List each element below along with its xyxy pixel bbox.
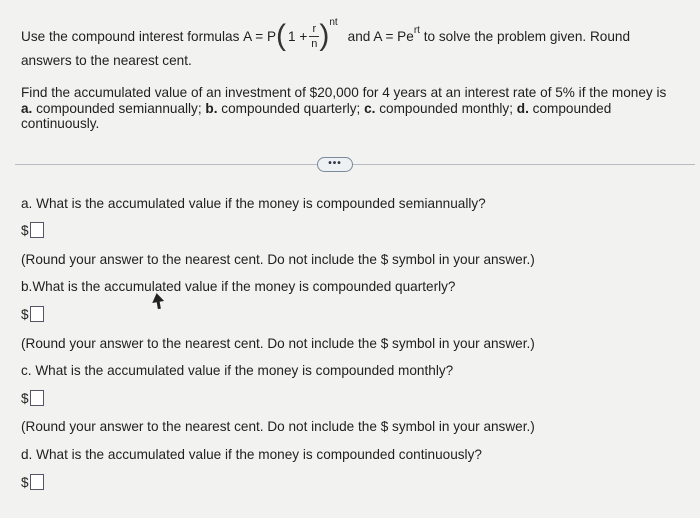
formula-1-lhs: A = P (243, 28, 277, 44)
currency-symbol: $ (21, 390, 29, 406)
currency-symbol: $ (21, 474, 29, 490)
problem-line-3: continuously. (21, 116, 100, 131)
problem-line-1: Find the accumulated value of an investment of $20,000 for 4 years at an interest rate of 5% if the money is (21, 85, 667, 100)
problem-line-2 (21, 100, 611, 117)
formula-1-denominator: n (311, 37, 318, 50)
instructions-intro: Use the compound interest formulas (21, 28, 240, 44)
answer-input-c[interactable] (30, 390, 44, 406)
part-b-text: compounded quarterly; (221, 101, 361, 116)
formula-1-exponent: nt (329, 16, 338, 28)
question-a-prompt: a. What is the accumulated value if the money is compounded semiannually? (21, 196, 486, 211)
part-a-label: a. (21, 101, 33, 116)
answer-input-a[interactable] (30, 222, 44, 238)
currency-symbol: $ (21, 306, 29, 322)
formula-2-exponent: rt (413, 24, 420, 36)
formula-1-left-paren: ( (276, 19, 287, 52)
part-c-text: compounded monthly; (379, 101, 513, 116)
part-d-label: d. (516, 101, 529, 116)
formula-2: and A = Pe (347, 28, 414, 44)
formula-1-fraction (309, 23, 319, 50)
mouse-cursor-icon (152, 293, 164, 309)
fraction-bar (309, 36, 319, 37)
instructions-line-1 (21, 18, 630, 54)
formula-1-right-paren: ) (319, 19, 330, 52)
answer-row-c (21, 390, 44, 406)
part-b-label: b. (205, 101, 218, 116)
question-c-hint: (Round your answer to the nearest cent. Do not include the $ symbol in your answer.) (21, 419, 535, 434)
formula-1-numerator: r (312, 22, 317, 35)
part-d-text: compounded (532, 101, 612, 116)
instructions-outro: to solve the problem given. Round (423, 28, 631, 44)
currency-symbol: $ (21, 222, 29, 238)
answer-row-a (21, 222, 44, 238)
question-b-prompt: b.What is the accumulated value if the money is compounded quarterly? (21, 279, 456, 294)
question-b-hint: (Round your answer to the nearest cent. Do not include the $ symbol in your answer.) (21, 336, 535, 351)
part-c-label: c. (364, 101, 376, 116)
answer-input-d[interactable] (30, 474, 44, 490)
answer-row-b (21, 306, 44, 322)
formula-1-one: 1 + (288, 28, 308, 44)
question-c-prompt: c. What is the accumulated value if the money is compounded monthly? (21, 363, 454, 378)
answer-input-b[interactable] (30, 306, 44, 322)
instructions-line-2: answers to the nearest cent. (21, 53, 192, 68)
question-a-hint: (Round your answer to the nearest cent. Do not include the $ symbol in your answer.) (21, 252, 535, 267)
question-d-prompt: d. What is the accumulated value if the money is compounded continuously? (21, 447, 482, 462)
more-button[interactable]: ••• (317, 157, 353, 172)
part-a-text: compounded semiannually; (36, 101, 202, 116)
section-divider (15, 164, 695, 165)
answer-row-d (21, 474, 44, 490)
